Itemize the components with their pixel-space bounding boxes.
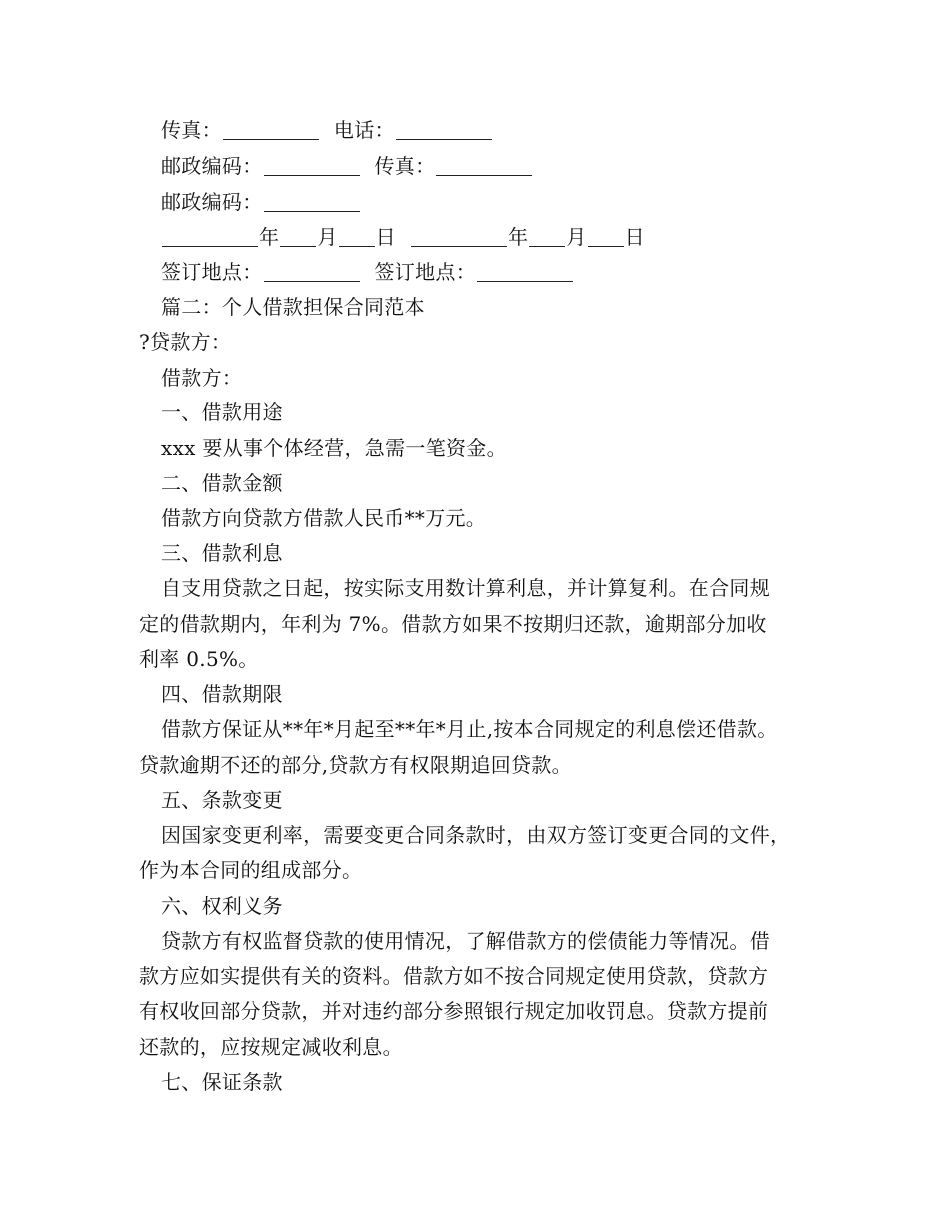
clause-heading: 二、借款金额 <box>161 471 283 495</box>
sign-place-label: 签订地点： <box>161 260 263 284</box>
postcode-blank <box>264 155 360 176</box>
phone-label: 电话： <box>333 118 395 142</box>
paragraph-line: 款方应如实提供有关的资料。借款方如不按合同规定使用贷款，贷款方 <box>139 964 769 988</box>
year-label: 年 <box>259 225 280 249</box>
clause-heading: 四、借款期限 <box>161 682 283 706</box>
paragraph-line: 自支用贷款之日起，按实际支用数计算利息，并计算复利。在合同规 <box>161 576 770 600</box>
paragraph-line: 作为本合同的组成部分。 <box>139 858 363 882</box>
paragraph-line: 借款方保证从**年*月起至**年*月止,按本合同规定的利息偿还借款。 <box>161 717 778 741</box>
sign-place-label-2: 签订地点： <box>374 260 476 284</box>
fax-label-2: 传真： <box>374 154 436 178</box>
fax-blank <box>223 119 319 140</box>
paragraph-line: 贷款方有权监督贷款的使用情况，了解借款方的偿债能力等情况。借 <box>161 929 770 953</box>
clause-heading: 六、权利义务 <box>161 894 283 918</box>
sign-place-blank-2 <box>477 261 573 282</box>
postcode-fax-row <box>139 151 819 181</box>
paragraph-line: 定的借款期内，年利为 7%。借款方如果不按期归还款，逾期部分加收 <box>139 612 767 636</box>
clause-heading: 三、借款利息 <box>161 541 283 565</box>
paragraph-line: 因国家变更利率，需要变更合同条款时，由双方签订变更合同的文件， <box>161 823 791 847</box>
clause-heading: 五、条款变更 <box>161 788 283 812</box>
phone-blank <box>396 119 492 140</box>
sign-place-blank <box>264 261 360 282</box>
postcode-blank-2 <box>264 191 360 212</box>
paragraph-line: 还款的，应按规定减收利息。 <box>139 1035 403 1059</box>
day-blank-2 <box>588 226 624 247</box>
borrower-line: 借款方： <box>161 366 243 390</box>
year-label-2: 年 <box>507 225 529 249</box>
day-label: 日 <box>375 225 396 249</box>
clause-heading: 七、保证条款 <box>161 1070 283 1094</box>
day-label-2: 日 <box>624 225 645 249</box>
postcode-row <box>139 187 819 217</box>
section-title: 篇二：个人借款担保合同范本 <box>161 295 425 319</box>
fax-blank-2 <box>436 155 532 176</box>
month-blank <box>280 226 316 247</box>
year-blank-2 <box>411 226 507 247</box>
date-row <box>139 222 819 252</box>
paragraph-line: 借款方向贷款方借款人民币**万元。 <box>161 506 487 530</box>
month-label-2: 月 <box>566 225 587 249</box>
sign-place-row <box>139 257 819 287</box>
paragraph-line: 有权收回部分贷款，并对违约部分参照银行规定加收罚息。贷款方提前 <box>139 999 769 1023</box>
lender-line: ?贷款方： <box>139 330 232 354</box>
postcode-label-2: 邮政编码： <box>161 190 263 214</box>
day-blank <box>339 226 375 247</box>
clause-heading: 一、借款用途 <box>161 400 283 424</box>
month-label: 月 <box>317 225 338 249</box>
postcode-label: 邮政编码： <box>161 154 263 178</box>
month-blank-2 <box>529 226 565 247</box>
year-blank <box>162 226 258 247</box>
paragraph-line: 贷款逾期不还的部分,贷款方有权限期追回贷款。 <box>139 753 572 777</box>
fax-phone-row <box>139 115 819 145</box>
fax-label: 传真： <box>161 118 222 142</box>
paragraph-line: 利率 0.5%。 <box>139 647 259 671</box>
paragraph-line: xxx 要从事个体经营，急需一笔资金。 <box>161 436 507 460</box>
